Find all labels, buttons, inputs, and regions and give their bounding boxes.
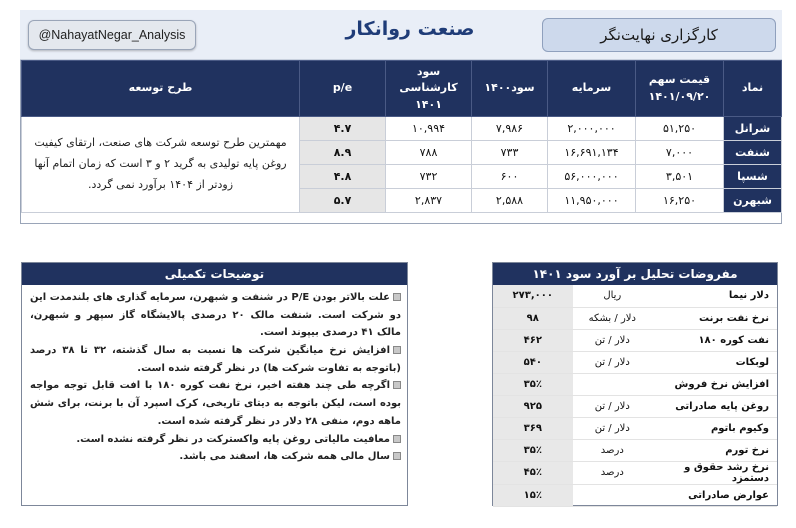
- col-profit1400: سود۱۴۰۰: [472, 61, 548, 117]
- row-pe: ۵.۷: [300, 189, 386, 213]
- assumption-label: لوبکات: [652, 351, 777, 373]
- list-item: [30, 431, 401, 449]
- notes-list: [22, 285, 407, 466]
- assumption-value: ۹۲۵: [493, 395, 573, 417]
- assumption-unit: دلار / بشکه: [573, 307, 653, 329]
- row-expert-profit: ۱۰,۹۹۴: [386, 117, 472, 141]
- row-expert-profit: ۷۸۸: [386, 141, 472, 165]
- assumption-value: ۴۶۲: [493, 329, 573, 351]
- channel-handle: @NahayatNegar_Analysis: [28, 20, 196, 50]
- bullet-icon: [393, 346, 401, 354]
- row-price: ۵۱,۲۵۰: [636, 117, 724, 141]
- col-expert-profit: سود کارشناسی ۱۴۰۱: [386, 61, 472, 117]
- assumption-value: ۱۵٪: [493, 484, 573, 506]
- bullet-icon: [393, 293, 401, 301]
- row-symbol: شسپا: [724, 165, 782, 189]
- notes-title: توضیحات تکمیلی: [22, 263, 407, 285]
- development-plan-text: مهمترین طرح توسعه شرکت های صنعت، ارتقای کیفیت روغن پایه تولیدی به گرید ۲ و ۳ است که زمان اتمام آنها زودتر از ۱۴۰۴ برآورد نمی گردد.: [22, 117, 300, 213]
- row-symbol: شبهرن: [724, 189, 782, 213]
- assumption-label: نرخ تورم: [652, 439, 777, 461]
- page-title: صنعت روانکار: [345, 18, 475, 40]
- table-row: [493, 439, 777, 461]
- table-row: [493, 417, 777, 439]
- note-text: اگرچه طی چند هفته اخیر، نرخ نفت کوره ۱۸۰ با افت قابل توجه مواجه بوده است، لیکن باتوجه به دیتای تاریخی، کرک اسپرد آن با برنت، برای شش ماهه دوم، منفی ۲۸ دلار در نظر گرفته شده است.: [30, 380, 401, 427]
- row-symbol: شرانل: [724, 117, 782, 141]
- table-row: [493, 307, 777, 329]
- row-capital: ۵۶,۰۰۰,۰۰۰: [548, 165, 636, 189]
- assumption-unit: درصد: [573, 461, 653, 484]
- table-row: [493, 395, 777, 417]
- assumption-label: وکیوم باتوم: [652, 417, 777, 439]
- bullet-icon: [393, 381, 401, 389]
- assumption-label: افزایش نرخ فروش: [652, 373, 777, 395]
- assumption-unit: [573, 373, 653, 395]
- table-row: [493, 373, 777, 395]
- assumption-label: نرخ رشد حقوق و دستمزد: [652, 461, 777, 484]
- row-capital: ۱۱,۹۵۰,۰۰۰: [548, 189, 636, 213]
- list-item: [30, 342, 401, 377]
- row-profit1400: ۲,۵۸۸: [472, 189, 548, 213]
- table-header-row: [22, 61, 782, 117]
- row-profit1400: ۶۰۰: [472, 165, 548, 189]
- table-row: [493, 484, 777, 506]
- table-row: [493, 351, 777, 373]
- col-plan: طرح توسعه: [22, 61, 300, 117]
- row-expert-profit: ۷۳۲: [386, 165, 472, 189]
- assumption-unit: درصد: [573, 439, 653, 461]
- row-profit1400: ۷۳۳: [472, 141, 548, 165]
- row-capital: ۲,۰۰۰,۰۰۰: [548, 117, 636, 141]
- note-text: سال مالی همه شرکت ها، اسفند می باشد.: [179, 451, 390, 463]
- list-item: [30, 289, 401, 342]
- notes-panel: [21, 262, 408, 506]
- table-row: [493, 461, 777, 484]
- row-profit1400: ۷,۹۸۶: [472, 117, 548, 141]
- row-capital: ۱۶,۶۹۱,۱۳۴: [548, 141, 636, 165]
- row-price: ۱۶,۲۵۰: [636, 189, 724, 213]
- assumption-value: ۹۸: [493, 307, 573, 329]
- row-price: ۷,۰۰۰: [636, 141, 724, 165]
- row-price: ۳,۵۰۱: [636, 165, 724, 189]
- bullet-icon: [393, 452, 401, 460]
- table-row: [493, 329, 777, 351]
- note-text: افزایش نرخ میانگین شرکت ها نسبت به سال گذشته، ۳۲ تا ۳۸ درصد (باتوجه به تفاوت شرکت ها) در نظر گرفته شده است.: [30, 345, 401, 374]
- assumption-value: ۲۷۳,۰۰۰: [493, 285, 573, 307]
- col-capital: سرمایه: [548, 61, 636, 117]
- row-pe: ۸.۹: [300, 141, 386, 165]
- assumption-label: روغن پایه صادراتی: [652, 395, 777, 417]
- note-text: علت بالاتر بودن P/E در شنفت و شبهرن، سرمایه گذاری های بلندمدت این دو شرکت است. شنفت مالک ۲۰ درصدی پالایشگاه گاز سپهر و شبهرن، مالک ۴۱ درصدی بیپوند است.: [30, 292, 401, 339]
- assumption-unit: ریال: [573, 285, 653, 307]
- assumption-unit: دلار / تن: [573, 395, 653, 417]
- col-price: قیمت سهم ۱۴۰۱/۰۹/۲۰: [636, 61, 724, 117]
- row-symbol: شنفت: [724, 141, 782, 165]
- col-pe: p/e: [300, 61, 386, 117]
- assumptions-title: مفروضات تحلیل بر آورد سود ۱۴۰۱: [493, 263, 777, 285]
- row-pe: ۴.۸: [300, 165, 386, 189]
- assumption-value: ۳۵٪: [493, 373, 573, 395]
- assumption-label: نرخ نفت برنت: [652, 307, 777, 329]
- assumption-label: عوارض صادراتی: [652, 484, 777, 506]
- assumption-label: دلار نیما: [652, 285, 777, 307]
- agency-name: کارگزاری نهایت‌نگر: [542, 18, 776, 52]
- assumption-unit: [573, 484, 653, 506]
- companies-table: [21, 60, 782, 213]
- row-pe: ۴.۷: [300, 117, 386, 141]
- assumption-value: ۴۵٪: [493, 461, 573, 484]
- bullet-icon: [393, 435, 401, 443]
- assumption-value: ۳۵٪: [493, 439, 573, 461]
- assumption-label: نفت کوره ۱۸۰: [652, 329, 777, 351]
- assumption-unit: دلار / تن: [573, 417, 653, 439]
- assumptions-panel: [492, 262, 778, 506]
- list-item: [30, 448, 401, 466]
- table-row: [493, 285, 777, 307]
- assumptions-table: [493, 285, 777, 507]
- list-item: [30, 377, 401, 430]
- assumption-unit: دلار / تن: [573, 329, 653, 351]
- table-row: [22, 117, 782, 141]
- assumption-value: ۳۶۹: [493, 417, 573, 439]
- assumption-unit: دلار / تن: [573, 351, 653, 373]
- assumption-value: ۵۴۰: [493, 351, 573, 373]
- row-expert-profit: ۲,۸۳۷: [386, 189, 472, 213]
- note-text: معافیت مالیاتی روغن پایه واکسترکت در نظر گرفته نشده است.: [76, 433, 390, 445]
- col-symbol: نماد: [724, 61, 782, 117]
